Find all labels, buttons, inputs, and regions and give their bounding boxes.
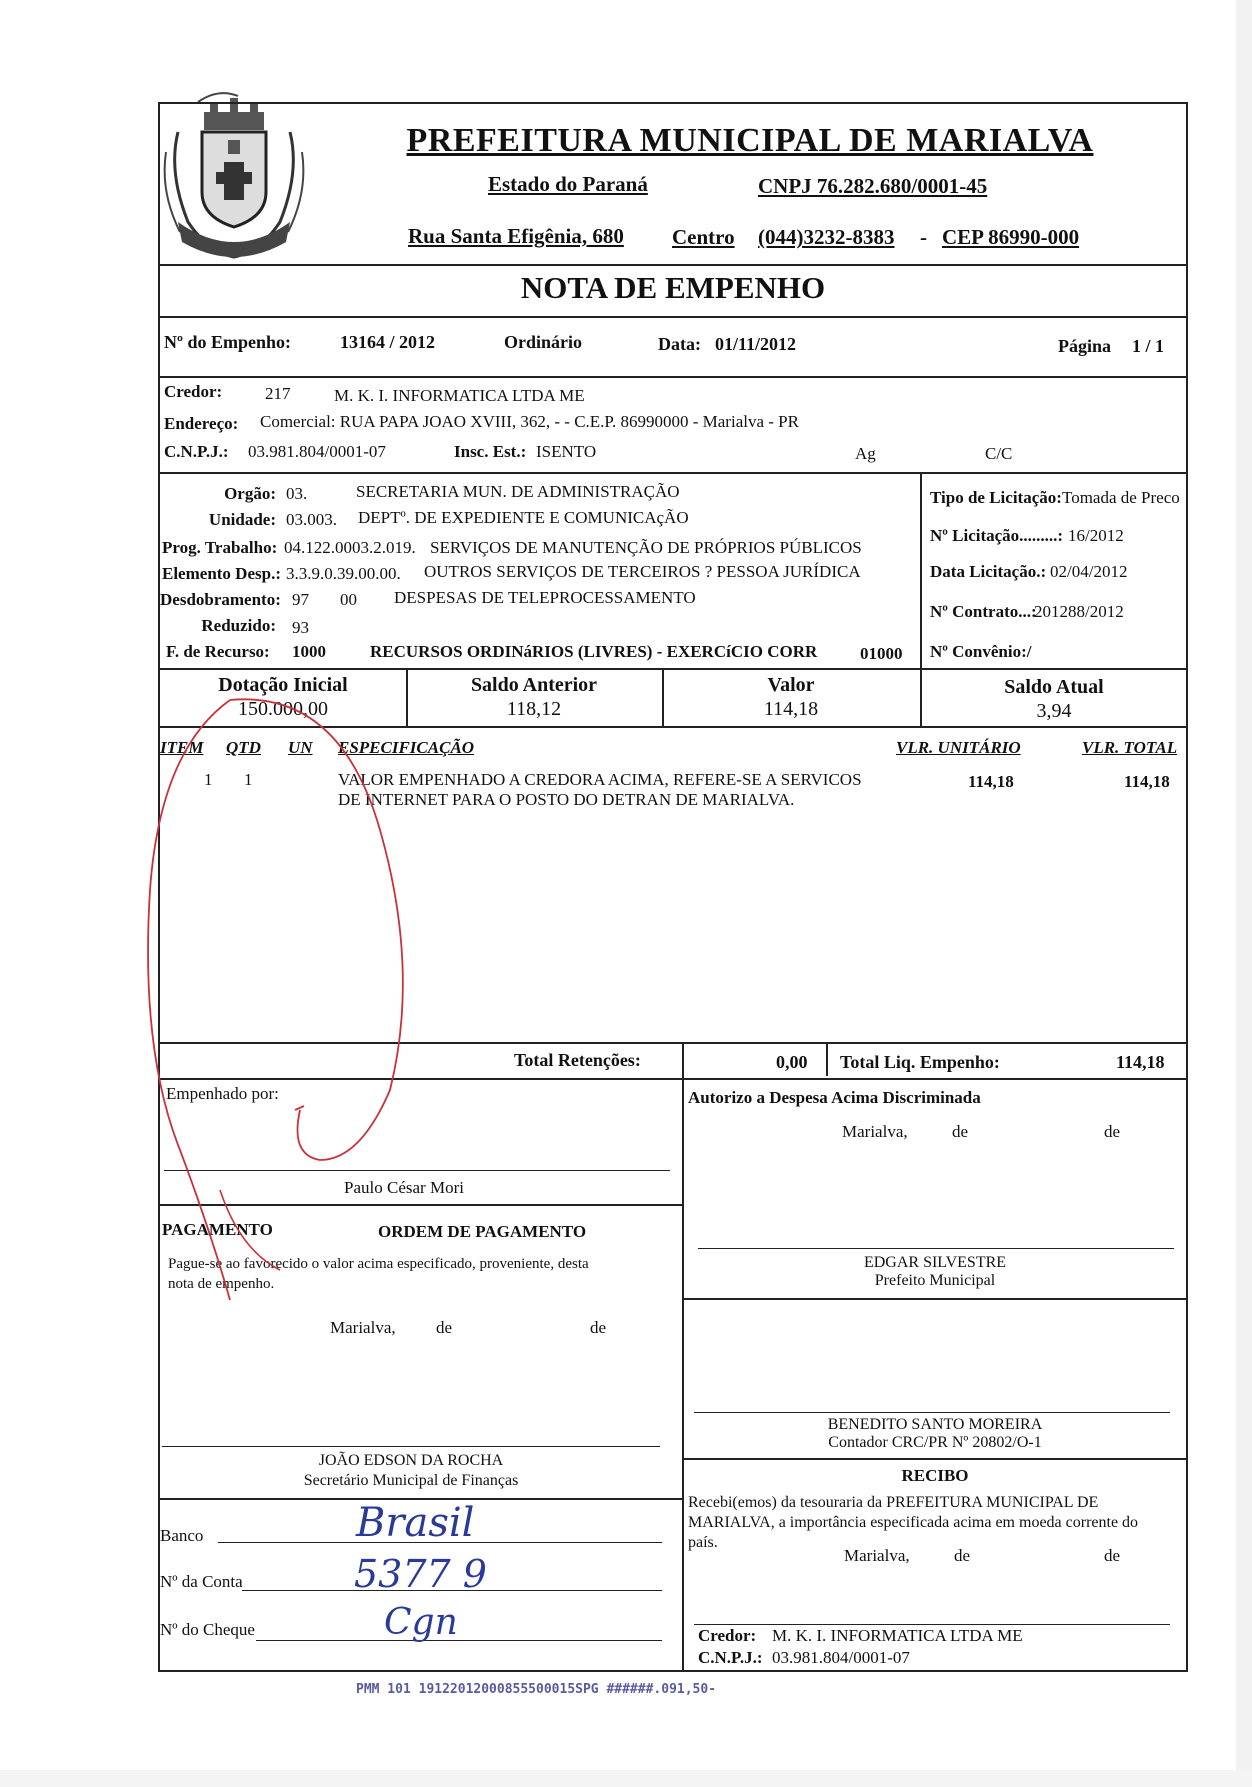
item-spec-line2: DE INTERNET PARA O POSTO DO DETRAN DE MARIALVA. — [338, 790, 795, 809]
item-total-value: 114,18 — [1124, 772, 1170, 791]
autorizo-label: Autorizo a Despesa Acima Discriminada — [688, 1088, 981, 1107]
recibo-credor-label: Credor: — [698, 1626, 757, 1645]
reduzido-label: Reduzido: — [201, 616, 276, 635]
pagamento-city: Marialva, — [330, 1318, 396, 1337]
conta-label: Nº da Conta — [160, 1572, 243, 1591]
header-cep: CEP 86990-000 — [942, 225, 1080, 249]
licitacao-date: 02/04/2012 — [1050, 562, 1128, 581]
reduzido-value: 93 — [292, 618, 309, 637]
contador-role: Contador CRC/PR Nº 20802/O-1 — [828, 1434, 1042, 1451]
header-dash: - — [920, 225, 927, 249]
col-spec: ESPECIFICAÇÃO — [338, 738, 475, 757]
document-title: NOTA DE EMPENHO — [520, 270, 826, 305]
col-unit-value: VLR. UNITÁRIO — [896, 738, 1021, 757]
recibo-cnpj-label: C.N.P.J.: — [698, 1648, 763, 1667]
desd-code1: 97 — [292, 590, 309, 609]
cnpj-value: 03.981.804/0001-07 — [248, 442, 386, 461]
saldo-anterior-label: Saldo Anterior — [470, 674, 598, 696]
insc-value: ISENTO — [536, 442, 597, 461]
recibo-de1: de — [954, 1546, 971, 1565]
cheque-label: Nº do Cheque — [160, 1620, 255, 1639]
recibo-credor-name: M. K. I. INFORMATICA LTDA ME — [772, 1626, 1023, 1645]
empenho-date-label: Data: — [658, 334, 701, 354]
empenho-number-label: Nº do Empenho: — [164, 332, 291, 352]
empenho-number: 13164 / 2012 — [340, 332, 436, 352]
address-value: Comercial: RUA PAPA JOAO XVIII, 362, - - C.E.P. 86990000 - Marialva - PR — [260, 412, 799, 431]
page-edge — [1236, 0, 1252, 1787]
elem-code: 3.3.9.0.39.00.00. — [286, 564, 401, 583]
elem-value: OUTROS SERVIÇOS DE TERCEIROS ? PESSOA JURÍDICA — [424, 562, 861, 581]
recibo-city: Marialva, — [844, 1546, 910, 1565]
recibo-text-line2: MARIALVA, a importância especificada acima em moeda corrente do — [688, 1514, 1139, 1531]
col-item: ITEM — [160, 738, 204, 757]
autorizo-de2: de — [1104, 1122, 1121, 1141]
credor-code: 217 — [265, 384, 291, 403]
handwritten-bank: Brasil — [356, 1500, 475, 1546]
total-liquido-label: Total Liq. Empenho: — [840, 1052, 1000, 1072]
licitacao-number-label: Nº Licitação.........: — [930, 526, 1064, 545]
licitacao-number: 16/2012 — [1068, 526, 1124, 545]
autorizo-de1: de — [952, 1122, 969, 1141]
cnpj-label: C.N.P.J.: — [164, 442, 229, 461]
insc-label: Insc. Est.: — [454, 442, 527, 461]
empenho-date: 01/11/2012 — [715, 334, 797, 354]
header-state: Estado do Paraná — [488, 172, 648, 196]
contrato-label: Nº Contrato...: — [930, 602, 1037, 621]
unidade-value: DEPTº. DE EXPEDIENTE E COMUNICAçÃO — [358, 508, 689, 527]
secretario-name: JOÃO EDSON DA ROCHA — [318, 1452, 504, 1469]
pagamento-label: PAGAMENTO — [162, 1220, 273, 1239]
header-cnpj: CNPJ 76.282.680/0001-45 — [758, 174, 988, 198]
licitacao-type: Tomada de Preco — [1062, 488, 1180, 507]
recibo-text-line3: país. — [688, 1534, 718, 1551]
header-title: PREFEITURA MUNICIPAL DE MARIALVA — [406, 122, 1094, 159]
unidade-label: Unidade: — [208, 510, 276, 529]
total-retencoes-value: 0,00 — [776, 1052, 808, 1072]
credor-name: M. K. I. INFORMATICA LTDA ME — [334, 386, 585, 405]
pagamento-text-line1: Pague-se ao favorecido o valor acima especificado, proveniente, desta — [168, 1256, 589, 1272]
pagamento-de1: de — [436, 1318, 453, 1337]
dotacao-value: 150.000,00 — [238, 698, 328, 720]
recurso-code: 1000 — [292, 642, 326, 661]
prefeito-role: Prefeito Municipal — [874, 1272, 996, 1289]
recurso-code2: 01000 — [860, 644, 903, 663]
page-number: 1 / 1 — [1132, 336, 1165, 356]
recibo-cnpj-value: 03.981.804/0001-07 — [772, 1648, 910, 1667]
empenhado-name: Paulo César Mori — [344, 1178, 464, 1197]
signature-line — [694, 1412, 1170, 1413]
recurso-value: RECURSOS ORDINáRIOS (LIVRES) - EXERCíCIO CORR — [370, 642, 818, 661]
total-liquido-value: 114,18 — [1116, 1052, 1165, 1072]
desd-value: DESPESAS DE TELEPROCESSAMENTO — [394, 588, 696, 607]
handwritten-account: 5377 9 — [354, 1552, 487, 1596]
signature-line — [698, 1248, 1174, 1249]
recibo-text-line1: Recebi(emos) da tesouraria da PREFEITURA MUNICIPAL DE — [688, 1494, 1099, 1511]
orgao-label: Orgão: — [224, 484, 276, 503]
ordem-pagamento-label: ORDEM DE PAGAMENTO — [378, 1222, 587, 1241]
valor-label: Valor — [767, 674, 815, 696]
orgao-value: SECRETARIA MUN. DE ADMINISTRAÇÃO — [356, 482, 680, 501]
desd-label: Desdobramento: — [160, 590, 281, 609]
elem-label: Elemento Desp.: — [162, 564, 281, 583]
col-total-value: VLR. TOTAL — [1082, 738, 1178, 757]
secretario-role: Secretário Municipal de Finanças — [303, 1472, 519, 1489]
saldo-atual-label: Saldo Atual — [1004, 676, 1104, 698]
recibo-label: RECIBO — [901, 1466, 969, 1485]
valor-value: 114,18 — [763, 698, 819, 720]
page-label: Página — [1058, 336, 1112, 356]
orgao-code: 03. — [286, 484, 308, 503]
signature-line — [162, 1446, 660, 1447]
handwritten-cheque: Cgn — [384, 1602, 458, 1643]
licitacao-type-label: Tipo de Licitação: — [930, 488, 1062, 507]
signature-line — [694, 1624, 1170, 1625]
page-edge — [0, 1770, 1252, 1787]
item-unit-value: 114,18 — [968, 772, 1014, 791]
address-label: Endereço: — [164, 414, 239, 433]
item-number: 1 — [204, 770, 213, 789]
prefeito-name: EDGAR SILVESTRE — [863, 1254, 1007, 1271]
red-pen-mark — [120, 690, 480, 1310]
credor-label: Credor: — [164, 382, 223, 401]
licitacao-date-label: Data Licitação.: — [930, 562, 1047, 581]
convenio-label: Nº Convênio:/ — [930, 642, 1032, 661]
empenho-type: Ordinário — [504, 332, 583, 352]
dotacao-label: Dotação Inicial — [218, 674, 348, 696]
autorizo-city: Marialva, — [842, 1122, 908, 1141]
empenhado-label: Empenhado por: — [166, 1084, 279, 1103]
prog-label: Prog. Trabalho: — [162, 538, 278, 557]
col-un: UN — [288, 738, 313, 757]
total-retencoes-label: Total Retenções: — [514, 1050, 641, 1070]
contrato-value: 201288/2012 — [1034, 602, 1124, 621]
header-district: Centro — [672, 225, 735, 249]
pagamento-text-line2: nota de empenho. — [168, 1276, 275, 1292]
pagamento-de2: de — [590, 1318, 607, 1337]
cc-label: C/C — [985, 444, 1013, 463]
unidade-code: 03.003. — [286, 510, 337, 529]
recurso-label: F. de Recurso: — [166, 642, 270, 661]
item-qtd: 1 — [244, 770, 253, 789]
saldo-atual-value: 3,94 — [1036, 700, 1072, 722]
prog-value: SERVIÇOS DE MANUTENÇÃO DE PRÓPRIOS PÚBLICOS — [430, 538, 862, 557]
header-phone: (044)3232-8383 — [758, 225, 895, 249]
prog-code: 04.122.0003.2.019. — [284, 538, 416, 557]
desd-code2: 00 — [340, 590, 357, 609]
item-spec-line1: VALOR EMPENHADO A CREDORA ACIMA, REFERE-SE A SERVICOS — [338, 770, 862, 789]
banco-label: Banco — [160, 1526, 204, 1545]
header-street: Rua Santa Efigênia, 680 — [408, 224, 624, 248]
ag-label: Ag — [855, 444, 876, 463]
recibo-de2: de — [1104, 1546, 1121, 1565]
saldo-anterior-value: 118,12 — [506, 698, 562, 720]
footer-stamp: PMM 101 19122012000855500015SPG ######.091,50- — [356, 1682, 717, 1697]
contador-name: BENEDITO SANTO MOREIRA — [827, 1416, 1043, 1433]
col-qtd: QTD — [226, 738, 261, 757]
